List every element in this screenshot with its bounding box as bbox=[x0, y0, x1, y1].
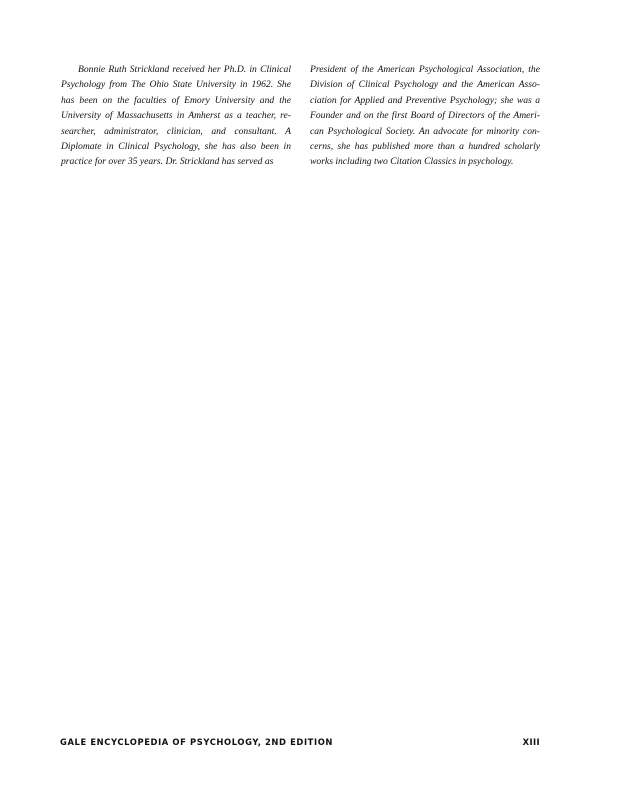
page-number: XIII bbox=[522, 737, 540, 747]
biography-left-column bbox=[61, 62, 291, 170]
biography-paragraph-start: Bonnie Ruth Strickland received her Ph.D. in Clinical Psychology from The Ohio State University in 1962. She has been on the faculties of Emory University and the University of Massachusetts in Amherst as a teacher, researcher, administrator, clinician, and consultant. A Diplomate in Clinical Psychology, she has also been in practice for over 35 years. Dr. Strickland has served as bbox=[61, 64, 291, 168]
biography-paragraph-continued: President of the American Psychological Association, the Division of Clinical Psychology and the American Association for Applied and Preventive Psychology; she was a Founder and on the first Board of Directors of the American Psychological Society. An advocate for minority concerns, she has published more than a hundred scholarly works including two Citation Classics in psychology. bbox=[310, 64, 540, 168]
page-footer bbox=[60, 737, 540, 751]
biography-right-column bbox=[310, 62, 540, 170]
running-title: GALE ENCYCLOPEDIA OF PSYCHOLOGY, 2ND EDITION bbox=[60, 737, 334, 747]
